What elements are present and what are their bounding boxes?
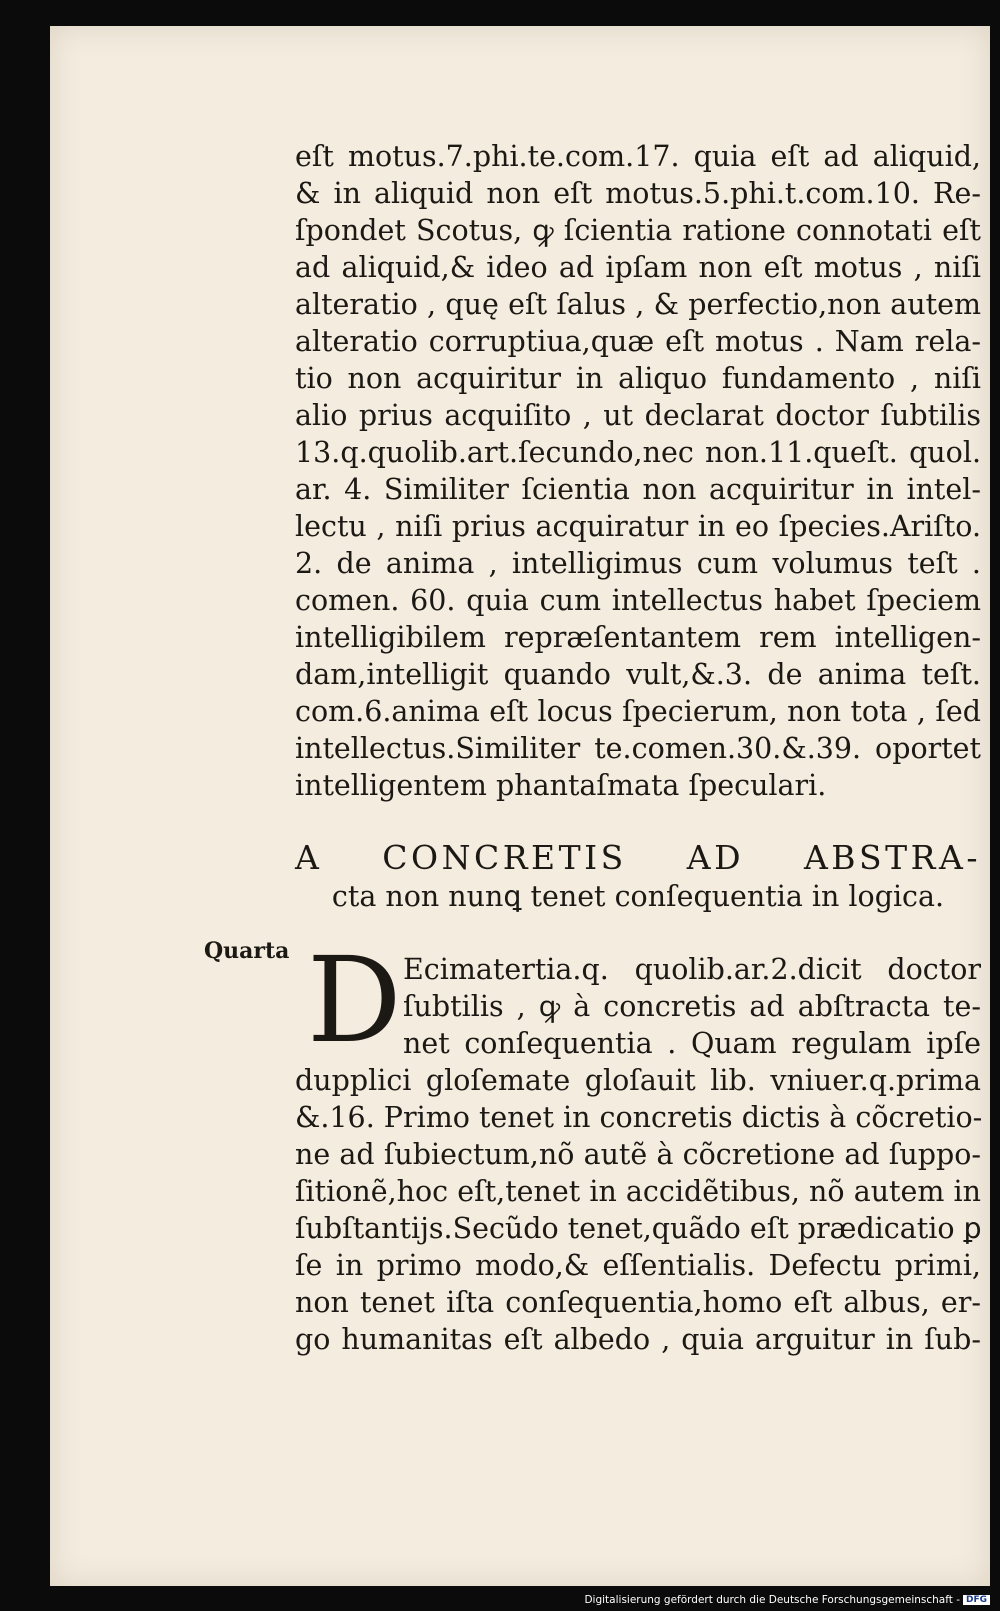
text-line: 2. de anima , intelligimus cum volumus teſt .: [295, 547, 981, 580]
book-page: [50, 26, 990, 1586]
marginal-note: Quarta: [204, 938, 290, 964]
text-line: &.16. Primo tenet in concretis dictis à cõcretio-: [295, 1101, 983, 1134]
text-line: ſitionẽ,hoc eſt,tenet in accidẽtibus, nõ autem in: [295, 1175, 981, 1208]
paragraph-quarta: [295, 931, 983, 1358]
main-text: [295, 138, 981, 1358]
text-line: ar. 4. Similiter ſcientia non acquiritur in intel-: [295, 473, 981, 506]
text-line: tio non acquiritur in aliquo fundamento , niſi: [295, 362, 981, 395]
text-line: ſpondet Scotus, ꝙ ſcientia ratione connotati eſt: [295, 214, 981, 247]
text-line: lectu , niſi prius acquiratur in eo ſpecies.Ariſto.: [295, 510, 981, 543]
section-subheading: cta non nunꝗ tenet conſequentia in logica.: [331, 880, 945, 913]
text-line: net conſequentia . Quam regulam ipſe: [403, 1027, 981, 1060]
credit-text: Digitalisierung gefördert durch die Deutsche Forschungsgemeinschaft -: [584, 1594, 960, 1606]
text-line: comen. 60. quia cum intellectus habet ſpeciem: [295, 584, 981, 617]
text-line: alteratio corruptiua,quæ eſt motus . Nam rela-: [295, 325, 981, 358]
text-line-last: intelligentem phantaſmata ſpeculari.: [295, 769, 827, 802]
text-line: ſe in primo modo,& eſſentialis. Defectu primi,: [295, 1249, 981, 1282]
drop-cap-initial: D: [307, 931, 402, 1069]
text-line: intelligibilem repræſentantem rem intelligen-: [295, 621, 981, 654]
digitization-credit: [584, 1594, 990, 1606]
text-line: Ecimatertia.q. quolib.ar.2.dicit doctor: [403, 953, 981, 986]
section-heading: A CONCRETIS AD ABSTRA-: [295, 838, 981, 877]
text-line: eſt motus.7.phi.te.com.17. quia eſt ad aliquid,: [295, 140, 981, 173]
text-line: ſubtilis , ꝙ à concretis ad abſtracta te-: [403, 990, 981, 1023]
initial-block: [295, 931, 981, 1069]
text-line: ſubſtantijs.Secũdo tenet,quãdo eſt prædicatio ꝑ: [295, 1212, 982, 1245]
text-line: & in aliquid non eſt motus.5.phi.t.com.10. Re-: [295, 177, 981, 210]
text-line: 13.q.quolib.art.ſecundo,nec non.11.queſt. quol.: [295, 436, 981, 469]
text-line: ad aliquid,& ideo ad ipſam non eſt motus , niſi: [295, 251, 981, 284]
text-line: non tenet iſta conſequentia,homo eſt albus, er-: [295, 1286, 981, 1319]
text-line: alteratio , quę eſt ſalus , & perfectio,non autem: [295, 288, 981, 321]
text-line: ne ad ſubiectum,nõ autẽ à cõcretione ad ſuppo-: [295, 1138, 981, 1171]
text-line: intellectus.Similiter te.comen.30.&.39. oportet: [295, 732, 981, 765]
text-line: dupplici gloſemate gloſauit lib. vniuer.q.prima: [295, 1064, 981, 1097]
text-line: go humanitas eſt albedo , quia arguitur in ſub-: [295, 1323, 981, 1356]
dfg-logo: DFG: [963, 1595, 990, 1605]
paragraph-top: [295, 138, 981, 804]
text-line: dam,intelligit quando vult,&.3. de anima teſt.: [295, 658, 981, 691]
text-line: alio prius acquiſito , ut declarat doctor ſubtilis: [295, 399, 981, 432]
text-line: com.6.anima eſt locus ſpecierum, non tota , ſed: [295, 695, 981, 728]
